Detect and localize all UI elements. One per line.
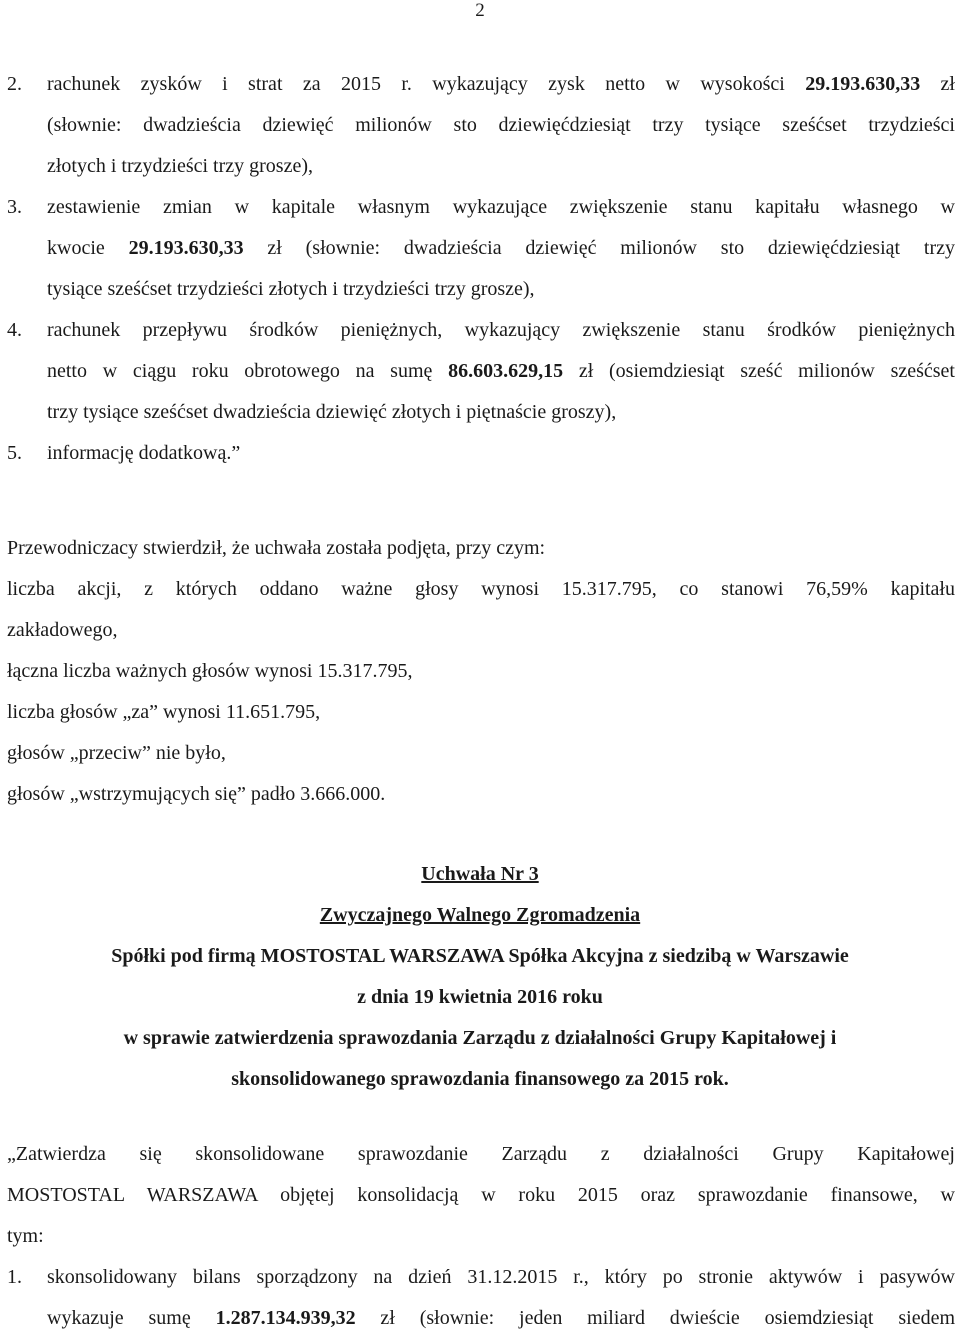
text-segment: kwocie [47,237,129,259]
resolution-title: Uchwała Nr 3 [421,863,539,885]
resolution-heading: Zwyczajnego Walnego Zgromadzenia [319,904,641,926]
vote-intro: Przewodniczacy stwierdził, że uchwała została podjęta, przy czym: [7,537,546,559]
amount: 86.603.629,15 [448,360,564,382]
list-item-text: tysiące sześćset trzydzieści złotych i trzydzieści trzy grosze), [47,278,535,300]
resolution-date: z dnia 19 kwietnia 2016 roku [357,986,603,1008]
list-number: 3. [7,196,22,218]
resolution-subject: w sprawie zatwierdzenia sprawozdania Zarządu z działalności Grupy Kapitałowej i [123,1027,837,1049]
list-item-text: informację dodatkową.” [47,442,241,464]
body-text: MOSTOSTAL WARSZAWA objętej konsolidacją w roku 2015 oraz sprawozdanie finansowe, w [7,1184,955,1206]
resolution-heading: Spółki pod firmą MOSTOSTAL WARSZAWA Spółka Akcyjna z siedzibą w Warszawie [111,945,849,967]
text-segment: zł (słownie: dwadzieścia dziewięć milionów sto dziewięćdziesiąt trzy [243,237,955,259]
list-item-text [47,359,955,385]
list-number: 1. [7,1266,22,1288]
list-item-text: skonsolidowany bilans sporządzony na dzień 31.12.2015 r., który po stronie aktywów i pasywów [47,1266,955,1288]
amount: 29.193.630,33 [128,237,244,259]
list-item-text: rachunek przepływu środków pieniężnych, wykazujący zwiększenie stanu środków pieniężnych [47,319,955,341]
page-number: 2 [475,0,485,21]
list-item-text: złotych i trzydzieści trzy grosze), [47,155,313,177]
text-segment: netto w ciągu roku obrotowego na sumę [47,360,449,382]
list-item-text: trzy tysiące sześćset dwadzieścia dziewięć złotych i piętnaście groszy), [47,401,617,423]
list-number: 2. [7,73,22,95]
list-number: 4. [7,319,22,341]
list-item-text [47,236,955,262]
text-segment: zł (słownie: jeden miliard dwieście osiemdziesiąt siedem [355,1307,955,1329]
resolution-subject: skonsolidowanego sprawozdania finansowego za 2015 rok. [231,1068,729,1090]
vote-line: liczba głosów „za” wynosi 11.651.795, [7,701,321,723]
vote-line: głosów „wstrzymujących się” padło 3.666.000. [7,783,386,805]
vote-line: głosów „przeciw” nie było, [7,742,226,764]
body-text: tym: [7,1225,44,1247]
list-item-text [47,1306,955,1332]
list-item-text: zestawienie zmian w kapitale własnym wykazujące zwiększenie stanu kapitału własnego w [47,196,955,218]
list-item-text [47,72,955,98]
amount: 29.193.630,33 [805,73,921,95]
amount: 1.287.134.939,32 [215,1307,356,1329]
list-number: 5. [7,442,22,464]
list-item-text: (słownie: dwadzieścia dziewięć milionów sto dziewięćdziesiąt trzy tysiące sześćset trzydzieści [47,114,955,136]
vote-line: łączna liczba ważnych głosów wynosi 15.317.795, [7,660,413,682]
text-segment: zł [920,73,955,95]
body-text: „Zatwierdza się skonsolidowane sprawozdanie Zarządu z działalności Grupy Kapitałowej [7,1143,955,1165]
vote-line: liczba akcji, z których oddano ważne głosy wynosi 15.317.795, co stanowi 76,59% kapitału [7,578,955,600]
text-segment: rachunek zysków i strat za 2015 r. wykazujący zysk netto w wysokości [47,73,806,95]
text-segment: zł (osiemdziesiąt sześć milionów sześćset [563,360,955,382]
vote-line: zakładowego, [7,619,118,641]
text-segment: wykazuje sumę [47,1307,216,1329]
